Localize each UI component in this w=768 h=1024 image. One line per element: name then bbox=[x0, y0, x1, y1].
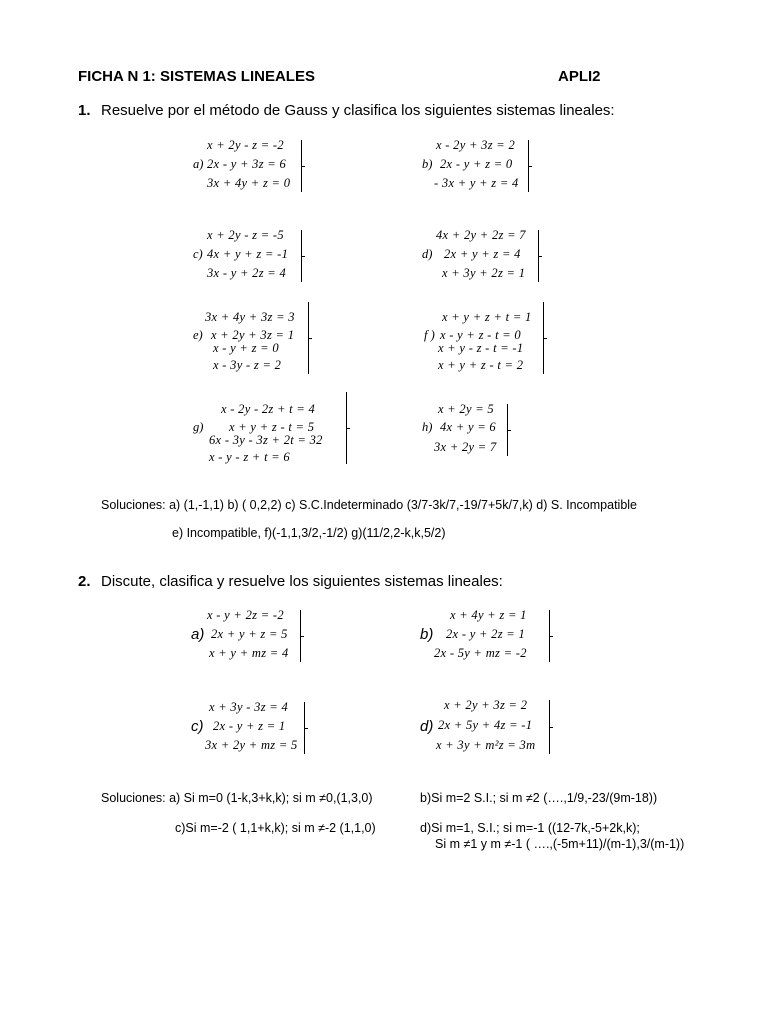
system-1b-eq3: - 3x + y + z = 4 bbox=[434, 176, 519, 190]
system-2d-eq3: x + 3y + m²z = 3m bbox=[436, 738, 536, 752]
question-1-number: 1. bbox=[78, 102, 91, 119]
system-1h-eq3: 3x + 2y = 7 bbox=[434, 440, 497, 454]
system-2d-eq2: 2x + 5y + 4z = -1 bbox=[438, 718, 533, 732]
system-1e-eq1: 3x + 4y + 3z = 3 bbox=[205, 310, 295, 324]
system-1h-label: h) bbox=[422, 420, 433, 434]
q2-solution-b: b)Si m=2 S.I.; si m ≠2 (….,1/9,-23/(9m-18)) bbox=[420, 791, 658, 805]
system-1f-eq1: x + y + z + t = 1 bbox=[442, 310, 532, 324]
system-1c-eq1: x + 2y - z = -5 bbox=[207, 228, 284, 242]
q2-solution-d-line-2: Si m ≠1 y m ≠-1 ( ….,(-5m+11)/(m-1),3/(m-1)) bbox=[435, 837, 685, 851]
system-1c-eq3: 3x - y + 2z = 4 bbox=[207, 266, 286, 280]
q2-solution-a: Soluciones: a) Si m=0 (1-k,3+k,k); si m ≠0,(1,3,0) bbox=[101, 791, 373, 805]
q2-solution-c: c)Si m=-2 ( 1,1+k,k); si m ≠-2 (1,1,0) bbox=[175, 821, 376, 835]
system-1g-label: g) bbox=[193, 420, 204, 434]
system-1b-eq1: x - 2y + 3z = 2 bbox=[436, 138, 515, 152]
system-1a-label: a) bbox=[193, 157, 204, 171]
course-code: APLI2 bbox=[558, 68, 601, 85]
system-2b-eq3: 2x - 5y + mz = -2 bbox=[434, 646, 527, 660]
system-2a-label: a) bbox=[191, 626, 205, 643]
system-1a-brace bbox=[298, 140, 302, 192]
system-1a-eq3: 3x + 4y + z = 0 bbox=[207, 176, 291, 190]
system-2a-eq2: 2x + y + z = 5 bbox=[211, 627, 288, 641]
system-1a-eq2: 2x - y + 3z = 6 bbox=[207, 157, 286, 171]
system-1h-brace bbox=[504, 404, 508, 456]
system-2d-label: d) bbox=[420, 718, 434, 735]
system-1g-eq3: 6x - 3y - 3z + 2t = 32 bbox=[209, 433, 323, 447]
system-1h-eq2: 4x + y = 6 bbox=[440, 420, 496, 434]
system-1g-brace bbox=[343, 392, 347, 464]
system-1e-brace bbox=[305, 302, 309, 374]
system-2b-eq1: x + 4y + z = 1 bbox=[450, 608, 527, 622]
q1-solutions-line-2: e) Incompatible, f)(-1,1,3/2,-1/2) g)(11/2,2-k,k,5/2) bbox=[172, 526, 446, 540]
system-2c-brace bbox=[301, 702, 305, 754]
system-2d-eq1: x + 2y + 3z = 2 bbox=[444, 698, 528, 712]
system-2c-eq2: 2x - y + z = 1 bbox=[213, 719, 286, 733]
system-1d-eq3: x + 3y + 2z = 1 bbox=[442, 266, 526, 280]
system-1b-eq2: 2x - y + z = 0 bbox=[440, 157, 513, 171]
system-2c-eq3: 3x + 2y + mz = 5 bbox=[205, 738, 298, 752]
system-2b-eq2: 2x - y + 2z = 1 bbox=[446, 627, 525, 641]
system-1f-eq3: x + y - z - t = -1 bbox=[438, 341, 524, 355]
q2-solution-d-line-1: d)Si m=1, S.I.; si m=-1 ((12-7k,-5+2k,k); bbox=[420, 821, 640, 835]
system-1e-label: e) bbox=[193, 328, 203, 342]
system-2b-label: b) bbox=[420, 626, 434, 643]
system-1c-eq2: 4x + y + z = -1 bbox=[207, 247, 289, 261]
system-1c-brace bbox=[298, 230, 302, 282]
system-1d-eq2: 2x + y + z = 4 bbox=[444, 247, 521, 261]
system-1e-eq2: x + 2y + 3z = 1 bbox=[211, 328, 295, 342]
system-2a-brace bbox=[297, 610, 301, 662]
system-2d-brace bbox=[546, 700, 550, 754]
system-1f-label: f ) bbox=[424, 328, 435, 342]
system-2a-eq1: x - y + 2z = -2 bbox=[207, 608, 284, 622]
question-2-text: Discute, clasifica y resuelve los siguientes sistemas lineales: bbox=[101, 573, 503, 590]
system-2b-brace bbox=[546, 610, 550, 662]
system-1a-eq1: x + 2y - z = -2 bbox=[207, 138, 284, 152]
system-1b-brace bbox=[525, 140, 529, 192]
system-1f-eq4: x + y + z - t = 2 bbox=[438, 358, 524, 372]
system-1d-label: d) bbox=[422, 247, 433, 261]
question-1-text: Resuelve por el método de Gauss y clasifica los siguientes sistemas lineales: bbox=[101, 102, 615, 119]
system-1e-eq4: x - 3y - z = 2 bbox=[213, 358, 282, 372]
system-1f-eq2: x - y + z - t = 0 bbox=[440, 328, 521, 342]
system-2c-eq1: x + 3y - 3z = 4 bbox=[209, 700, 288, 714]
system-1g-eq1: x - 2y - 2z + t = 4 bbox=[221, 402, 316, 416]
system-1d-eq1: 4x + 2y + 2z = 7 bbox=[436, 228, 526, 242]
system-1f-brace bbox=[540, 302, 544, 374]
system-1e-eq3: x - y + z = 0 bbox=[213, 341, 279, 355]
worksheet-title: FICHA N 1: SISTEMAS LINEALES bbox=[78, 68, 315, 85]
question-2-number: 2. bbox=[78, 573, 91, 590]
system-1h-eq1: x + 2y = 5 bbox=[438, 402, 494, 416]
system-1b-label: b) bbox=[422, 157, 433, 171]
q1-solutions-line-1: Soluciones: a) (1,-1,1) b) ( 0,2,2) c) S.C.Indeterminado (3/7-3k/7,-19/7+5k/7,k) d) S. Incompatible bbox=[101, 498, 638, 512]
system-1g-eq2: x + y + z - t = 5 bbox=[229, 420, 315, 434]
system-1g-eq4: x - y - z + t = 6 bbox=[209, 450, 290, 464]
system-2a-eq3: x + y + mz = 4 bbox=[209, 646, 289, 660]
system-1d-brace bbox=[535, 230, 539, 282]
system-1c-label: c) bbox=[193, 247, 203, 261]
system-2c-label: c) bbox=[191, 718, 204, 735]
